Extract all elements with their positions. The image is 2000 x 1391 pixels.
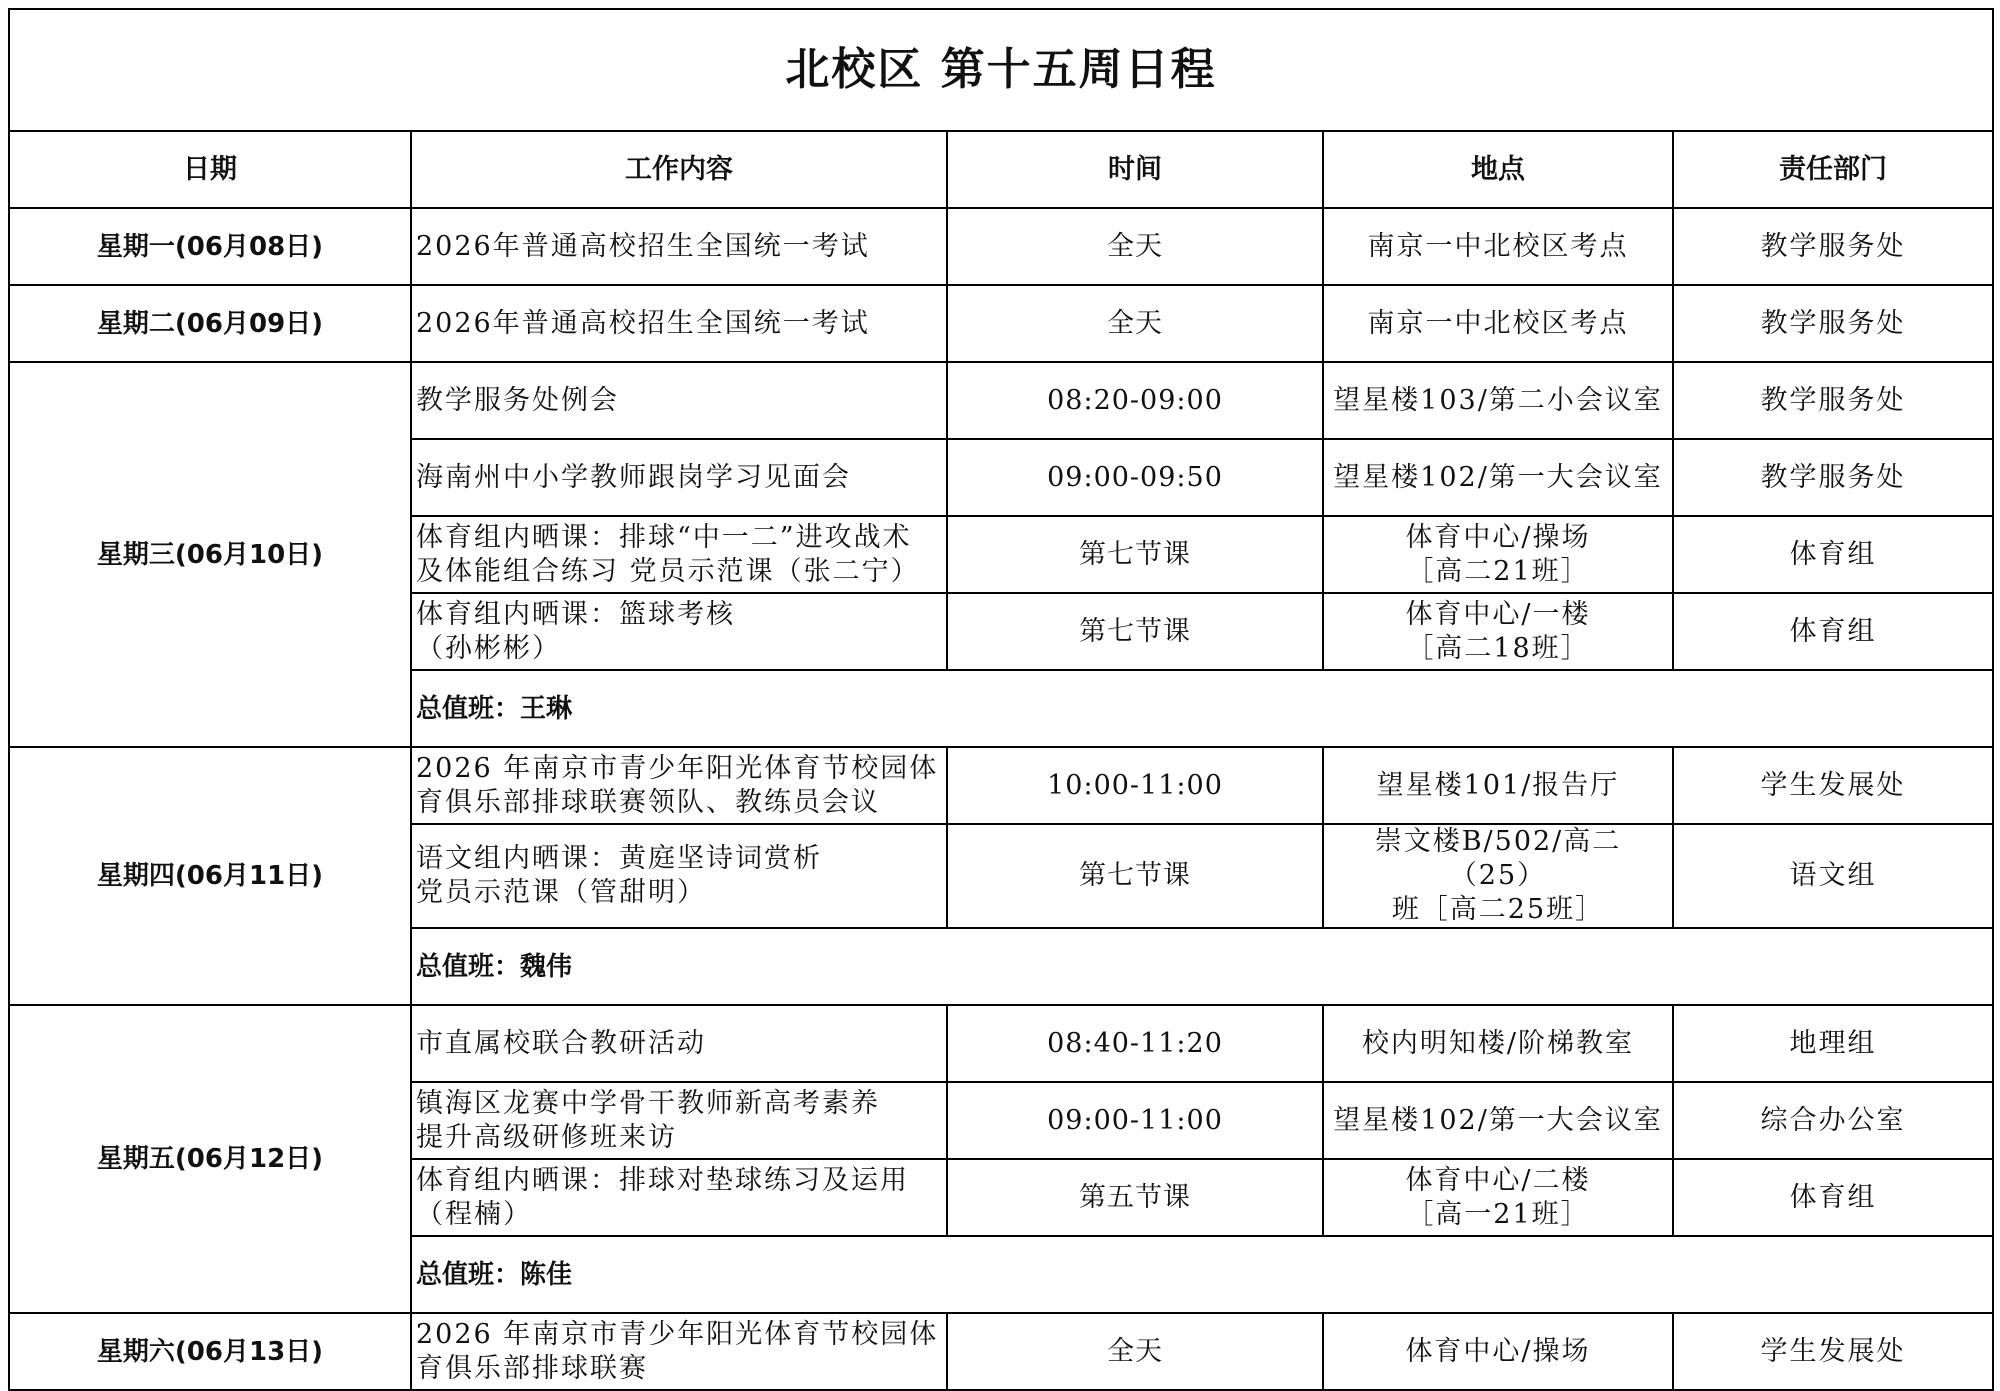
event-time: 第五节课	[947, 1159, 1323, 1236]
table-row	[9, 1313, 1993, 1390]
event-place	[1323, 516, 1673, 593]
event-content: 2026年普通高校招生全国统一考试	[411, 285, 947, 362]
content-line-2: 及体能组合练习 党员示范课（张二宁）	[416, 555, 920, 587]
day-label-sat: 星期六(06月13日)	[9, 1313, 411, 1390]
content-line-2: （孙彬彬）	[416, 632, 561, 664]
place-line-1: 崇文楼B/502/高二（25）	[1374, 826, 1622, 891]
event-place: 望星楼102/第一大会议室	[1323, 439, 1673, 516]
event-time: 全天	[947, 208, 1323, 285]
event-dept: 教学服务处	[1673, 439, 1993, 516]
event-dept: 体育组	[1673, 593, 1993, 670]
header-place: 地点	[1323, 131, 1673, 208]
header-content: 工作内容	[411, 131, 947, 208]
event-content	[411, 1313, 947, 1390]
header-date: 日期	[9, 131, 411, 208]
event-dept: 综合办公室	[1673, 1082, 1993, 1159]
content-line-2: 提升高级研修班来访	[416, 1121, 677, 1153]
duty-officer-thu: 总值班：魏伟	[411, 928, 1993, 1005]
event-content	[411, 747, 947, 824]
content-line-1: 镇海区龙赛中学骨干教师新高考素养	[416, 1087, 880, 1119]
event-time: 10:00-11:00	[947, 747, 1323, 824]
table-row	[9, 747, 1993, 824]
event-place: 望星楼101/报告厅	[1323, 747, 1673, 824]
event-dept: 体育组	[1673, 516, 1993, 593]
event-time: 第七节课	[947, 516, 1323, 593]
event-place	[1323, 1159, 1673, 1236]
place-line-2: ［高二21班］	[1406, 555, 1590, 587]
event-dept: 语文组	[1673, 824, 1993, 928]
event-content	[411, 593, 947, 670]
event-time: 第七节课	[947, 593, 1323, 670]
schedule-table	[8, 8, 1994, 1391]
content-line-1: 体育组内晒课：排球对垫球练习及运用	[416, 1164, 909, 1196]
event-place: 望星楼103/第二小会议室	[1323, 362, 1673, 439]
content-line-1: 语文组内晒课：黄庭坚诗词赏析	[416, 843, 822, 874]
event-time: 全天	[947, 1313, 1323, 1390]
event-place: 体育中心/操场	[1323, 1313, 1673, 1390]
header-dept: 责任部门	[1673, 131, 1993, 208]
day-label-thu: 星期四(06月11日)	[9, 747, 411, 1005]
event-content: 市直属校联合教研活动	[411, 1005, 947, 1082]
content-line-1: 体育组内晒课：篮球考核	[416, 598, 735, 630]
place-line-2: ［高二18班］	[1406, 632, 1590, 664]
event-place: 南京一中北校区考点	[1323, 285, 1673, 362]
event-content: 教学服务处例会	[411, 362, 947, 439]
page-title: 北校区 第十五周日程	[9, 9, 1993, 131]
event-place	[1323, 593, 1673, 670]
table-row	[9, 208, 1993, 285]
content-line-2: 育俱乐部排球联赛	[416, 1352, 648, 1384]
duty-officer-wed: 总值班：王琳	[411, 670, 1993, 747]
event-place	[1323, 824, 1673, 928]
place-line-2: 班［高二25班］	[1391, 894, 1605, 925]
event-dept: 学生发展处	[1673, 747, 1993, 824]
event-time: 08:20-09:00	[947, 362, 1323, 439]
title-row	[9, 9, 1993, 131]
day-label-mon: 星期一(06月08日)	[9, 208, 411, 285]
event-time: 08:40-11:20	[947, 1005, 1323, 1082]
event-dept: 地理组	[1673, 1005, 1993, 1082]
event-time: 09:00-11:00	[947, 1082, 1323, 1159]
event-dept: 教学服务处	[1673, 285, 1993, 362]
event-content	[411, 824, 947, 928]
day-label-wed: 星期三(06月10日)	[9, 362, 411, 747]
day-label-fri: 星期五(06月12日)	[9, 1005, 411, 1313]
event-dept: 学生发展处	[1673, 1313, 1993, 1390]
duty-officer-fri: 总值班：陈佳	[411, 1236, 1993, 1313]
event-content	[411, 1159, 947, 1236]
content-line-2: 党员示范课（管甜明）	[416, 877, 706, 908]
content-line-2: 育俱乐部排球联赛领队、教练员会议	[416, 786, 880, 818]
event-dept: 教学服务处	[1673, 362, 1993, 439]
table-row	[9, 285, 1993, 362]
table-row	[9, 1005, 1993, 1082]
content-line-1: 2026 年南京市青少年阳光体育节校园体	[416, 752, 939, 784]
event-dept: 体育组	[1673, 1159, 1993, 1236]
event-time: 09:00-09:50	[947, 439, 1323, 516]
event-dept: 教学服务处	[1673, 208, 1993, 285]
place-line-1: 体育中心/一楼	[1405, 598, 1591, 630]
event-content: 2026年普通高校招生全国统一考试	[411, 208, 947, 285]
place-line-2: ［高一21班］	[1406, 1198, 1590, 1230]
content-line-2: （程楠）	[416, 1198, 532, 1230]
event-place: 南京一中北校区考点	[1323, 208, 1673, 285]
event-content	[411, 1082, 947, 1159]
event-content: 海南州中小学教师跟岗学习见面会	[411, 439, 947, 516]
content-line-1: 体育组内晒课：排球“中一二”进攻战术	[416, 521, 912, 553]
event-place: 校内明知楼/阶梯教室	[1323, 1005, 1673, 1082]
place-line-1: 体育中心/操场	[1405, 521, 1591, 553]
header-time: 时间	[947, 131, 1323, 208]
table-row	[9, 362, 1993, 439]
event-time: 全天	[947, 285, 1323, 362]
event-time: 第七节课	[947, 824, 1323, 928]
event-content	[411, 516, 947, 593]
header-row	[9, 131, 1993, 208]
day-label-tue: 星期二(06月09日)	[9, 285, 411, 362]
content-line-1: 2026 年南京市青少年阳光体育节校园体	[416, 1318, 939, 1350]
event-place: 望星楼102/第一大会议室	[1323, 1082, 1673, 1159]
place-line-1: 体育中心/二楼	[1405, 1164, 1591, 1196]
